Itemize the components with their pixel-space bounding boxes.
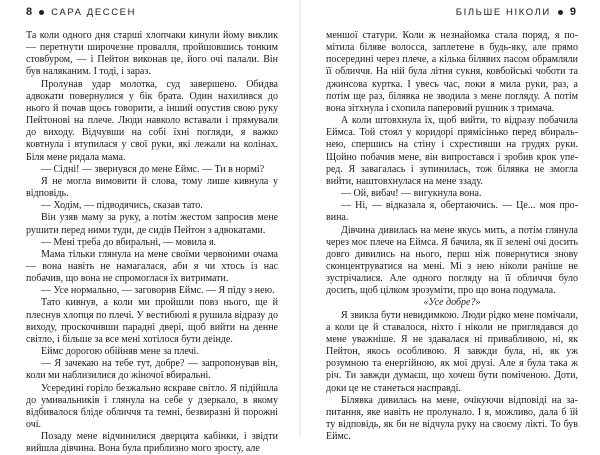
- right-page-header: [456, 5, 576, 19]
- paragraph: Усередині горіло безжально яскраве світло. Я підійшла до умивальників і глянула на себе у дзеркало, в якому відбивалося бліде обличчя та темні, безвиразні й порожні очі.: [26, 382, 278, 430]
- paragraph: Тато кивнув, а коли ми пройшли повз нього, ще й плеснув хлопця по плечі. У вестибюлі я рушила відразу до виходу, проскочивши парадні двері, щоб вийти на денне світло, і більше за все мені хотілося бути деінде.: [26, 297, 278, 345]
- paragraph: меншої статури. Коли ж незнайомка стала поряд, я помітила біляве волосся, заплетене в будь-яку, але прямо посередині через плече, а кілька білявих пасом обрамляли її обличчя. На ній була літня сукня, ковбойські чоботи та джинсова куртка. І увесь час, поки я мила руки, раз, а потім ще раз, білявка не зводила з мене погляду. А потім вона зітхнула і схопила паперовий рушник з тримача.: [326, 30, 578, 114]
- paragraph: Еймс дорогою обійняв мене за плечі.: [41, 346, 199, 358]
- paragraph: Мама тільки глянула на мене своїми червоними очама — вона навіть не намагалася, аби я чи хтось із нас побачив, що вона не спромоглася їх витримати.: [26, 248, 278, 285]
- paragraph: Я звикла бути невидимкою. Люди рідко мене помічали, а коли це й ставалося, ніхто і ніколи не приглядався до мене уважніше. Я не здавалася ні привабливою, ні, як Пейтон, якось особливою. Я завжди була, ні, як уж розумною та енергійною, як мої друзі. Але я була така ж річ. Ти завжди думаєш, що хочеш бути поміченою. Доти, доки це не станеться насправді.: [326, 309, 578, 394]
- paragraph: — Ой, вибач! — вигукнула вона.: [341, 188, 482, 200]
- paragraph: — Я зачекаю на тебе тут, добре? — запропонував він, коли ми наблизилися до жіночої вбиральні.: [26, 358, 278, 382]
- left-page-number: 8: [26, 6, 33, 18]
- header-bullet-icon: [39, 10, 44, 15]
- right-page-number: 9: [569, 6, 576, 18]
- right-page: [300, 0, 600, 443]
- header-bullet-icon: [558, 10, 563, 15]
- paragraph: — Ходім, — підводячись, сказав тато.: [41, 200, 203, 212]
- paragraph: Позаду мене відчинилися дверцята кабінки, і звідти вийшла дівчина. Вона була приблизно мого зросту, але: [26, 431, 278, 455]
- paragraph: — Ні, — відказала я, обертаючись. — Це... моя провина.: [326, 200, 578, 224]
- paragraph: Білявка дивилась на мене, очікуючи відповіді на запитання, яке навіть не пролунало. І я, можливо, дала б їй ту відповідь, як би не відчула руку на своєму лікті. То був Еймс.: [326, 394, 578, 443]
- right-running-head: БІЛЬШЕ НІКОЛИ: [455, 6, 551, 18]
- paragraph: — Усе нормально, — заговорив Еймс. — Я піду з нею.: [41, 285, 275, 297]
- paragraph: Він узяв маму за руку, а потім жестом запросив мене рушити перед ними туди, де сидів Пейтон з адвокатами.: [26, 212, 278, 236]
- italic-thought-line: «Усе добре?»: [423, 297, 481, 309]
- paragraph: Дівчина дивилась на мене якусь мить, а потім глянула через моє плече на Еймса. Я бачила, як її зелені очі досить довго дивились на нього, перш ніж повернутися знову сконцентруватися на мені. Мі з нею ніколи раніше не зустрічалися. Але одного погляду на її обличчя було досить, щоб цілком зрозуміти, про що вона подумала.: [326, 224, 578, 297]
- paragraph: — Мені треба до вбиральні, — мовила я.: [41, 236, 217, 248]
- left-running-head: САРА ДЕССЕН: [51, 6, 137, 18]
- right-page-text: [326, 30, 578, 443]
- paragraph: Та коли одного дня старші хлопчаки кинули йому виклик — перетнути широчезне провалля, пройшовшись тонким стовбуром, — і Пейтон виконав це, його очі палали. Він був наляканим. І тоді, і зараз.: [26, 30, 278, 78]
- left-page-text: [26, 30, 278, 455]
- left-page-header: [26, 5, 136, 19]
- paragraph: Пролунав удар молотка, суд завершено. Обидва адвокати повернулися у бік брата. Один нахилився до нього й почав щось говорити, а інший опустив свою руку Пейтонові на плече. Люди навколо вставали і прямували до виходу. Відчувши на собі їхні погляди, я важко ковтнула і втупилася у свої руки, які лежали на колінах. Біля мене ридала мама.: [26, 78, 278, 163]
- paragraph: Я не могла вимовити й слова, тому лише кивнула у відповідь.: [26, 175, 278, 200]
- paragraph: — Сідні! — звернувся до мене Еймс. — Ти в нормі?: [41, 163, 265, 175]
- paragraph: А коли штовхнула їх, щоб вийти, то відразу побачила Еймса. Той стоял у коридорі прямісінько перед вбиральнею, спершись на стіну і схрестивши на грудях руки. Щойно побачив мене, він випростався і зробив крок уперед. Я завагалась і зупинилась, тож білявка не змогла вийти, наштовхнулася на мене ззаду.: [326, 115, 578, 187]
